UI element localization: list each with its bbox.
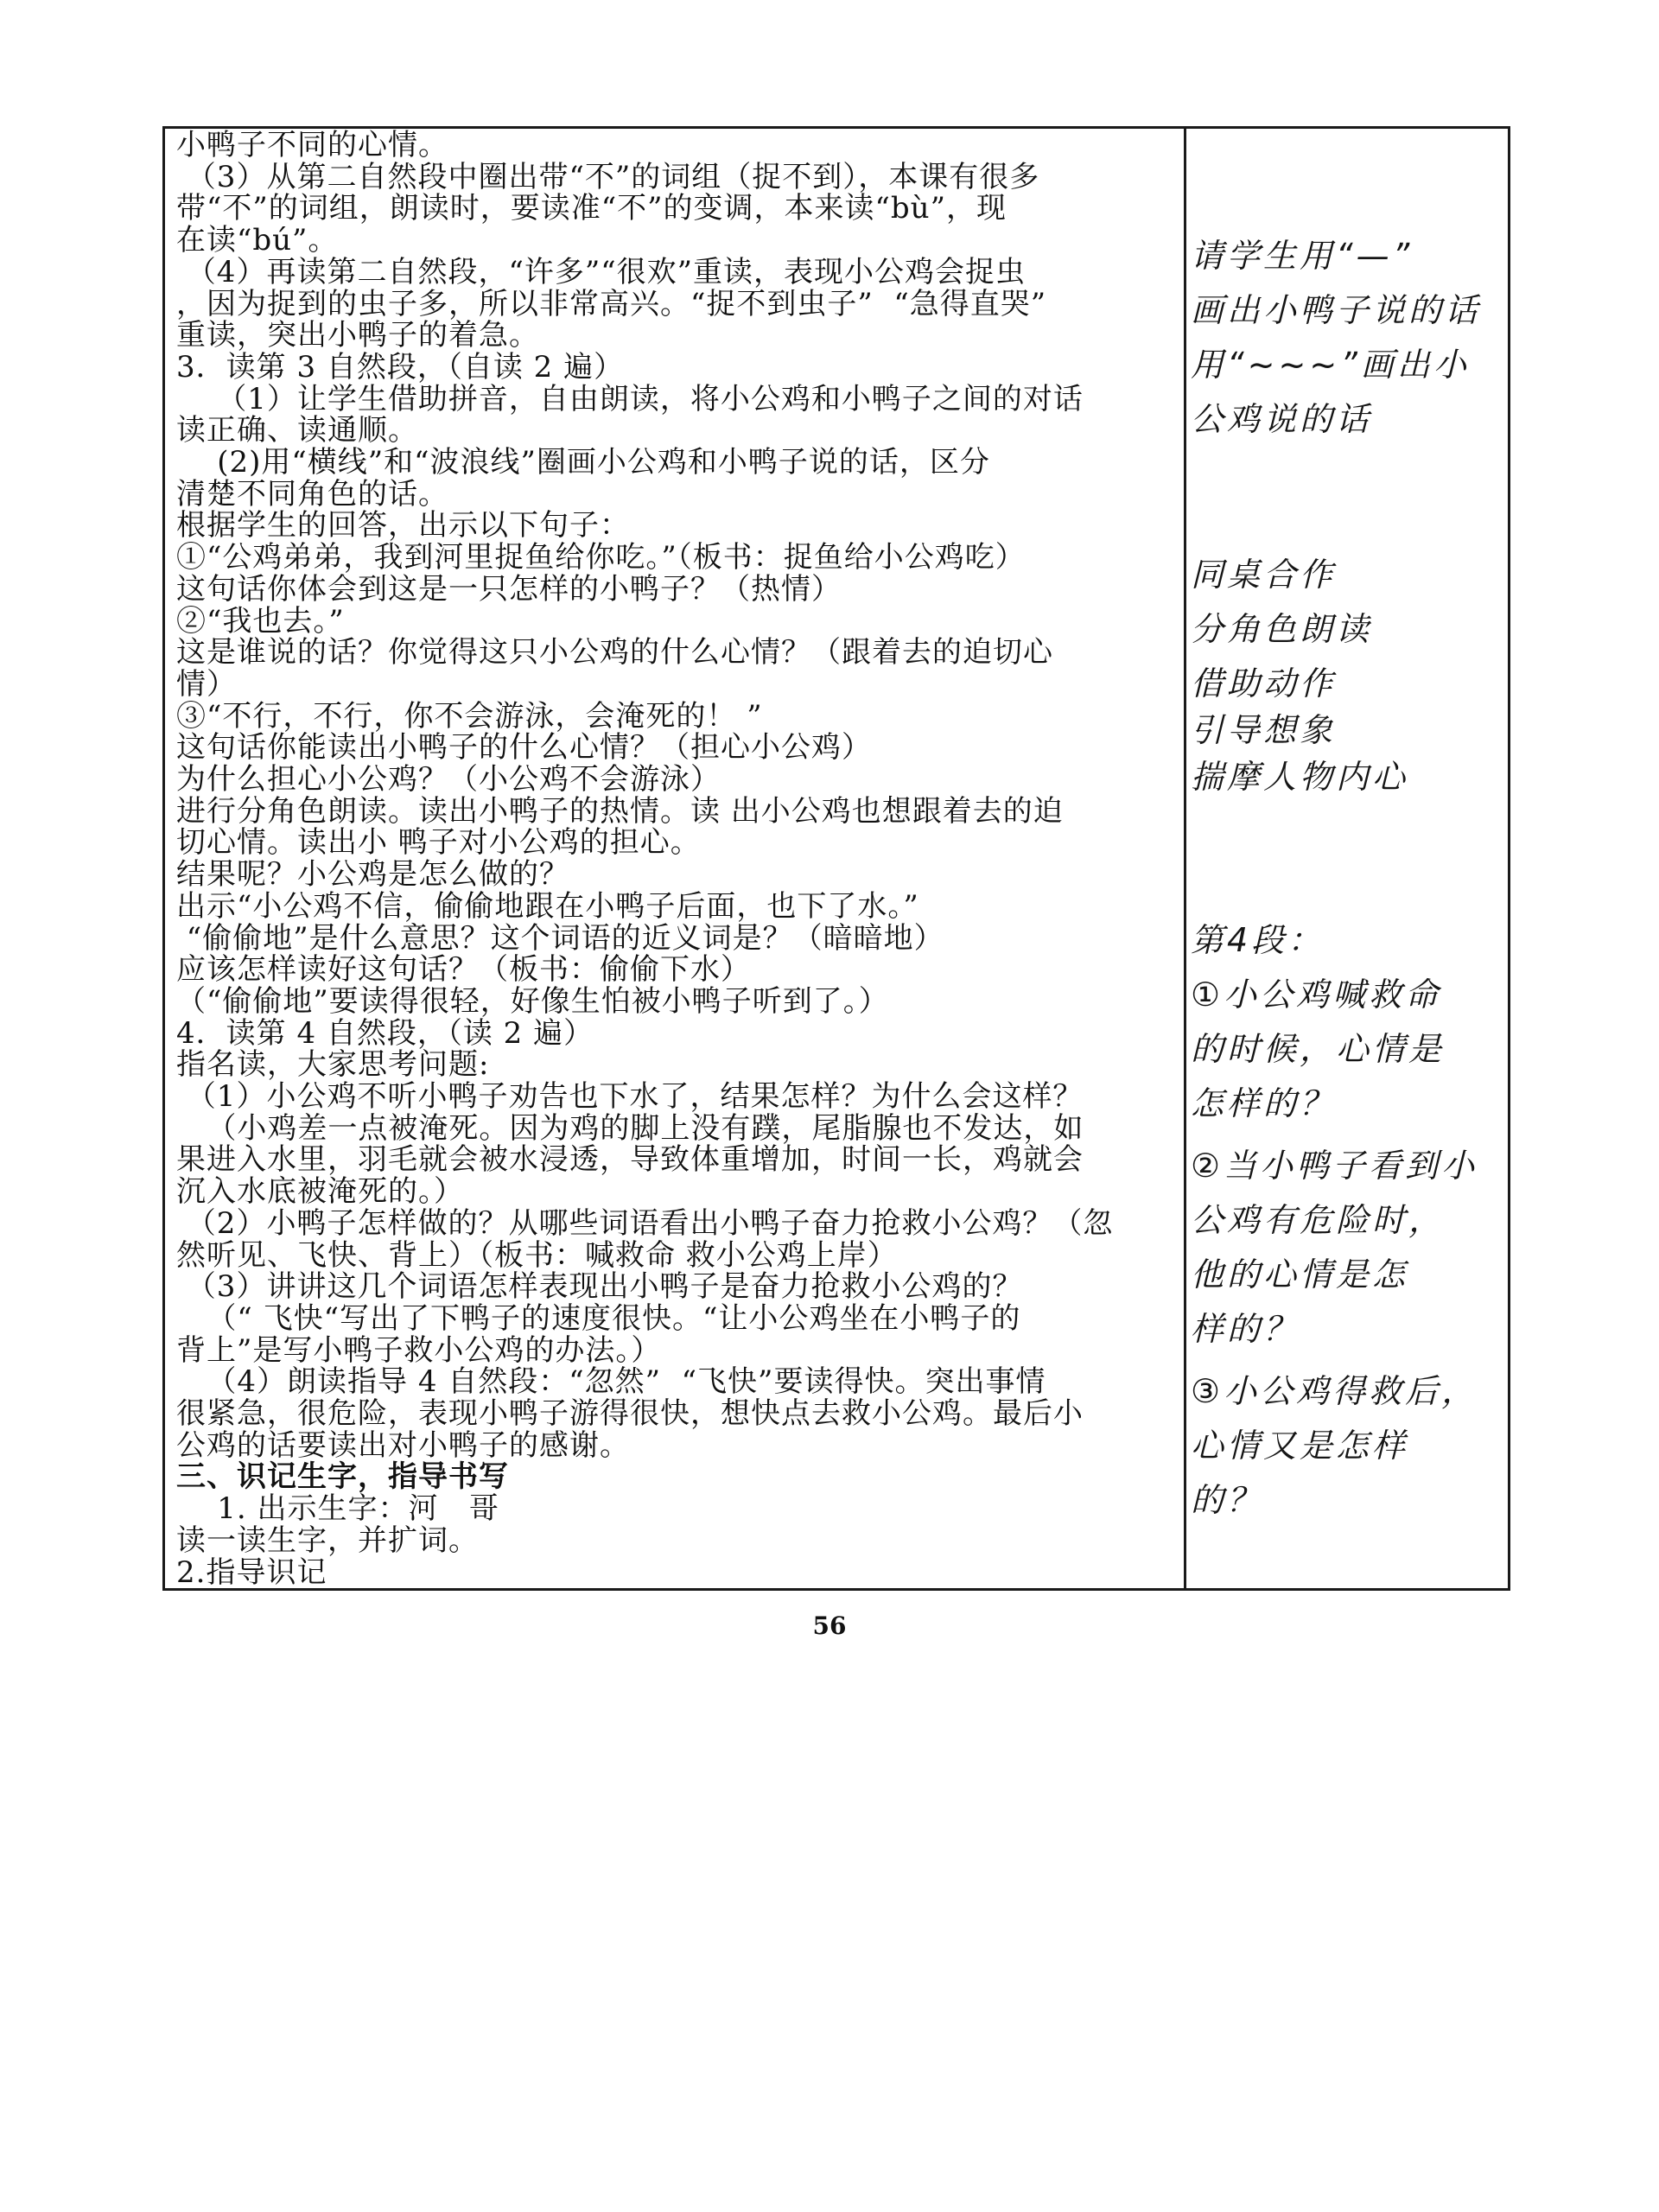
lesson-text-line: 情） [176,666,237,702]
column-divider [1184,126,1186,1591]
handwritten-note-line: 同桌合作 [1191,556,1337,594]
handwritten-note-line: 分角色朗读 [1191,610,1373,648]
lesson-text-line: 沉入水底被淹死的。） [176,1174,464,1210]
lesson-text-line: （1）小公鸡不听小鸭子劝告也下水了，结果怎样？为什么会这样？ [176,1079,1084,1114]
page-number: 56 [812,1611,847,1640]
lesson-text-line: 应该怎样读好这句话？（板书：偷偷下水） [176,952,751,988]
lesson-text-line: ，因为捉到的虫子多，所以非常高兴。“捉不到虫子” “急得直哭” [176,286,1047,321]
handwritten-note-line: 用“~~~”画出小 [1191,346,1470,384]
lesson-text-line: 这句话你体会到这是一只怎样的小鸭子？（热情） [176,571,842,607]
lesson-text-line: 然听见、飞快、背上）（板书：喊救命 救小公鸡上岸） [176,1237,898,1273]
lesson-text-line: 出示“小公鸡不信，偷偷地跟在小鸭子后面，也下了水。” [176,888,919,924]
handwritten-note-line: 第4段： [1191,921,1325,959]
lesson-text-line: （“ 飞快“写出了下鸭子的速度很快。“让小公鸡坐在小鸭子的 [176,1300,1021,1336]
handwritten-note-line: 怎样的？ [1191,1084,1337,1122]
lesson-content-column [176,130,1179,1588]
lesson-text-line: （3）从第二自然段中圈出带“不”的词组（捉不到），本课有很多 [176,159,1040,194]
lesson-text-line: 背上”是写小鸭子救小公鸡的办法。） [176,1332,662,1368]
handwritten-note-line: ①小公鸡喊救命 [1191,976,1442,1014]
handwritten-note-line: 他的心情是怎 [1191,1255,1409,1294]
handwritten-note-line: ③小公鸡得救后， [1191,1372,1478,1410]
lesson-text-line: （4）再读第二自然段，“许多”“很欢”重读，表现小公鸡会捉虫 [176,254,1026,289]
lesson-text-line: （小鸡差一点被淹死。因为鸡的脚上没有蹼，尾脂腺也不发达，如 [176,1110,1084,1146]
handwritten-note-line: 画出小鸭子说的话 [1191,291,1482,329]
lesson-text-line: 重读，突出小鸭子的着急。 [176,318,539,353]
handwritten-note-line: 的？ [1191,1481,1264,1519]
lesson-text-line: ②“我也去。” [176,603,345,639]
lesson-text-line: 果进入水里，羽毛就会被水浸透，导致体重增加，时间一长，鸡就会 [176,1142,1084,1178]
lesson-text-line: ①“公鸡弟弟，我到河里捉鱼给你吃。”（板书：捉鱼给小公鸡吃） [176,540,1026,575]
handwritten-note-line: 心情又是怎样 [1191,1427,1409,1465]
lesson-text-line: 读正确、读通顺。 [176,413,418,448]
lesson-text-line: 结果呢？小公鸡是怎么做的？ [176,857,569,893]
lesson-text-line: 为什么担心小公鸡？（小公鸡不会游泳） [176,762,721,797]
handwritten-note-line: 公鸡说的话 [1191,400,1373,438]
lesson-text-line: 2.指导识记 [176,1554,327,1590]
lesson-text-line: 这是谁说的话？你觉得这只小公鸡的什么心情？（跟着去的迫切心 [176,635,1053,671]
lesson-text-line: 清楚不同角色的话。 [176,476,448,512]
lesson-text-line: 进行分角色朗读。读出小鸭子的热情。读 出小公鸡也想跟着去的迫 [176,793,1064,829]
teacher-notes-column [1191,130,1506,1588]
lesson-text-line: 很紧急，很危险，表现小鸭子游得很快，想快点去救小公鸡。最后小 [176,1396,1084,1431]
lesson-text-line: 切心情。读出小 鸭子对小公鸡的担心。 [176,825,701,861]
handwritten-note-line: 引导想象 [1191,711,1337,749]
handwritten-note-line: 的时候，心情是 [1191,1030,1446,1068]
handwritten-note-line: 借助动作 [1191,664,1337,702]
handwritten-note-line: 样的？ [1191,1310,1300,1348]
lesson-text-line: 1. 出示生字：河 哥 [176,1491,499,1527]
handwritten-note-line: 请学生用“—” [1191,237,1414,275]
handwritten-note-line: 公鸡有危险时， [1191,1201,1446,1239]
lesson-text-line: （2）小鸭子怎样做的？从哪些词语看出小鸭子奋力抢救小公鸡？（忽 [176,1205,1114,1241]
handwritten-note-line: ②当小鸭子看到小 [1191,1147,1478,1185]
lesson-text-line: 公鸡的话要读出对小鸭子的感谢。 [176,1427,630,1463]
lesson-text-line: “偷偷地”是什么意思？这个词语的近义词是？（暗暗地） [176,920,944,956]
lesson-text-line: 小鸭子不同的心情。 [176,128,448,162]
section-heading: 三、识记生字，指导书写 [176,1459,509,1495]
lesson-text-line: 带“不”的词组，朗读时，要读准“不”的变调，本来读“bù”，现 [176,191,1007,226]
lesson-text-line: （1）让学生借助拼音，自由朗读，将小公鸡和小鸭子之间的对话 [176,381,1084,416]
lesson-text-line: (2)用“横线”和“波浪线”圈画小公鸡和小鸭子说的话，区分 [176,445,990,480]
lesson-text-line: 4．读第 4 自然段，（读 2 遍） [176,1015,594,1051]
lesson-text-line: 根据学生的回答，出示以下句子： [176,508,630,543]
lesson-text-line: ③“不行，不行，你不会游泳，会淹死的！ ” [176,698,763,734]
lesson-text-line: （“偷偷地”要读得很轻，好像生怕被小鸭子听到了。） [176,983,889,1019]
lesson-text-line: 3．读第 3 自然段，（自读 2 遍） [176,349,625,385]
lesson-text-line: 在读“bú”。 [176,223,339,258]
lesson-text-line: 读一读生字，并扩词。 [176,1522,479,1558]
lesson-text-line: 指名读，大家思考问题: [176,1047,490,1083]
handwritten-note-line: 揣摩人物内心 [1191,758,1409,796]
lesson-text-line: 这句话你能读出小鸭子的什么心情？（担心小公鸡） [176,730,872,766]
lesson-text-line: （4）朗读指导 4 自然段：“忽然” “飞快”要读得快。突出事情 [176,1364,1046,1400]
lesson-text-line: （3）讲讲这几个词语怎样表现出小鸭子是奋力抢救小公鸡的？ [176,1269,1023,1305]
